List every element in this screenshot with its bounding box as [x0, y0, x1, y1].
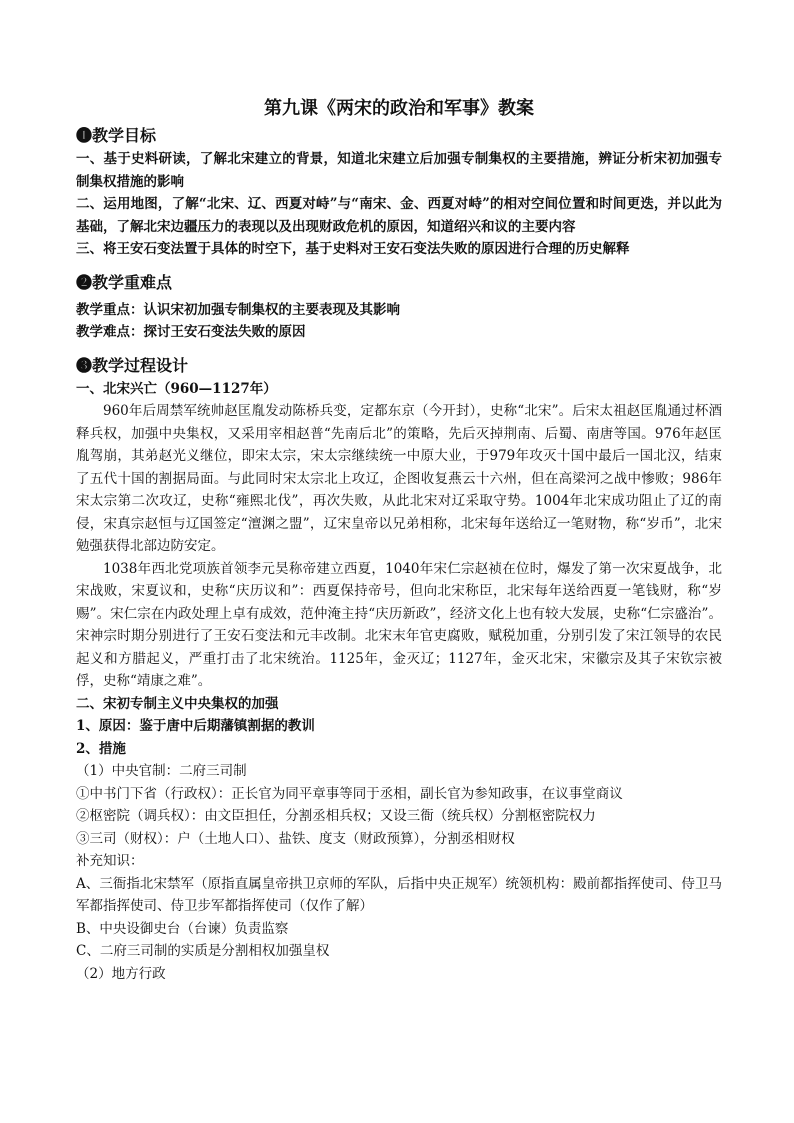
goal-item: 三、将王安石变法置于具体的时空下，基于史料对王安石变法失败的原因进行合理的历史解释 [76, 241, 630, 257]
body-paragraph: 960年后周禁军统帅赵匡胤发动陈桥兵变，定都东京（今开封），史称“北宋”。后宋太祖赵匡胤通过杯酒释兵权，加强中央集权，又采用宰相赵普“先南后北”的策略，先后灭掉荆南、后蜀、南唐等国。976年赵匡胤驾崩，其弟赵光义继位，即宋太宗，宋太宗继续统一中原大业，于979年攻灭十国中最后一国北汉，结束了五代十国的割据局面。与此同时宋太宗北上攻辽，企图收复燕云十六州，但在高梁河之战中惨败；986年宋太宗第二次攻辽，史称“雍熙北伐”，再次失败，从此北宋对辽采取守势。1004年北宋成功阻止了辽的南侵，宋真宗赵恒与辽国签定“澶渊之盟”，辽宋皇帝以兄弟相称，北宋每年送给辽一笔财物，称“岁币”，北宋勉强获得北部边防安定。 [76, 403, 722, 554]
measure-line: ②枢密院（调兵权）：由文臣担任，分割丞相兵权；又设三衙（统兵权）分割枢密院权力 [76, 808, 596, 824]
measures-line: 2、措施 [76, 740, 126, 757]
key-point: 教学重点：认识宋初加强专制集权的主要表现及其影响 [76, 301, 400, 318]
page-title: 第九课《两宋的政治和军事》教案 [264, 98, 534, 119]
measure-line: （1）中央官制：二府三司制 [76, 763, 247, 779]
measure-line: ①中书门下省（行政权）：正长官为同平章事等同于丞相，副长官为参知政事，在议事堂商议 [76, 785, 623, 802]
section-heading-goals: ❶教学目标 [76, 126, 157, 145]
goal-item: 一、基于史料研读，了解北宋建立的背景，知道北宋建立后加强专制集权的主要措施，辨证分析宋初加强专制集权措施的影响 [76, 151, 722, 190]
goal-item: 二、运用地图，了解“北宋、辽、西夏对峙”与“南宋、金、西夏对峙”的相对空间位置和时间更迭，并以此为基础，了解北宋边疆压力的表现以及出现财政危机的原因，知道绍兴和议的主要内容 [76, 196, 722, 235]
supplement-item: A、三衙指北宋禁军（原指直属皇帝拱卫京师的军队，后指中央正规军）统领机构：殿前都指挥使司、侍卫马军都指挥使司、侍卫步军都指挥使司（仅作了解） [76, 875, 722, 914]
measure-line: （2）地方行政 [76, 965, 166, 982]
measure-line: ③三司（财权）：户（土地人口）、盐铁、度支（财政预算），分割丞相财权 [76, 830, 515, 847]
section-heading-keypoints: ❷教学重难点 [76, 272, 173, 292]
part2-heading: 二、宋初专制主义中央集权的加强 [76, 695, 279, 712]
reason-line: 1、原因：鉴于唐中后期藩镇割据的教训 [76, 718, 315, 734]
supplement-label: 补充知识： [76, 853, 144, 869]
body-paragraph: 1038年西北党项族首领李元昊称帝建立西夏，1040年宋仁宗赵祯在位时，爆发了第一次宋夏战争，北宋战败，宋夏议和，史称“庆历议和”：西夏保持帝号，但向北宋称臣，北宋每年送给西夏一笔钱财，称“岁赐”。宋仁宗在内政处理上卓有成效，范仲淹主持“庆历新政”，经济文化上也有较大发展，史称“仁宗盛治”。宋神宗时期分别进行了王安石变法和元丰改制。北宋末年官吏腐败，赋税加重，分别引发了宋江领导的农民起义和方腊起义，严重打击了北宋统治。1125年，金灭辽；1127年，金灭北宋，宋徽宗及其子宋钦宗被俘，史称“靖康之难”。 [76, 560, 722, 689]
section-heading-process: ❸教学过程设计 [76, 355, 189, 375]
part1-heading: 一、北宋兴亡（960—1127年） [76, 380, 277, 397]
difficult-point: 教学难点：探讨王安石变法失败的原因 [76, 324, 306, 340]
document-page [76, 96, 722, 985]
supplement-item: B、中央设御史台（台谏）负责监察 [76, 920, 289, 937]
supplement-item: C、二府三司制的实质是分割相权加强皇权 [76, 943, 330, 959]
